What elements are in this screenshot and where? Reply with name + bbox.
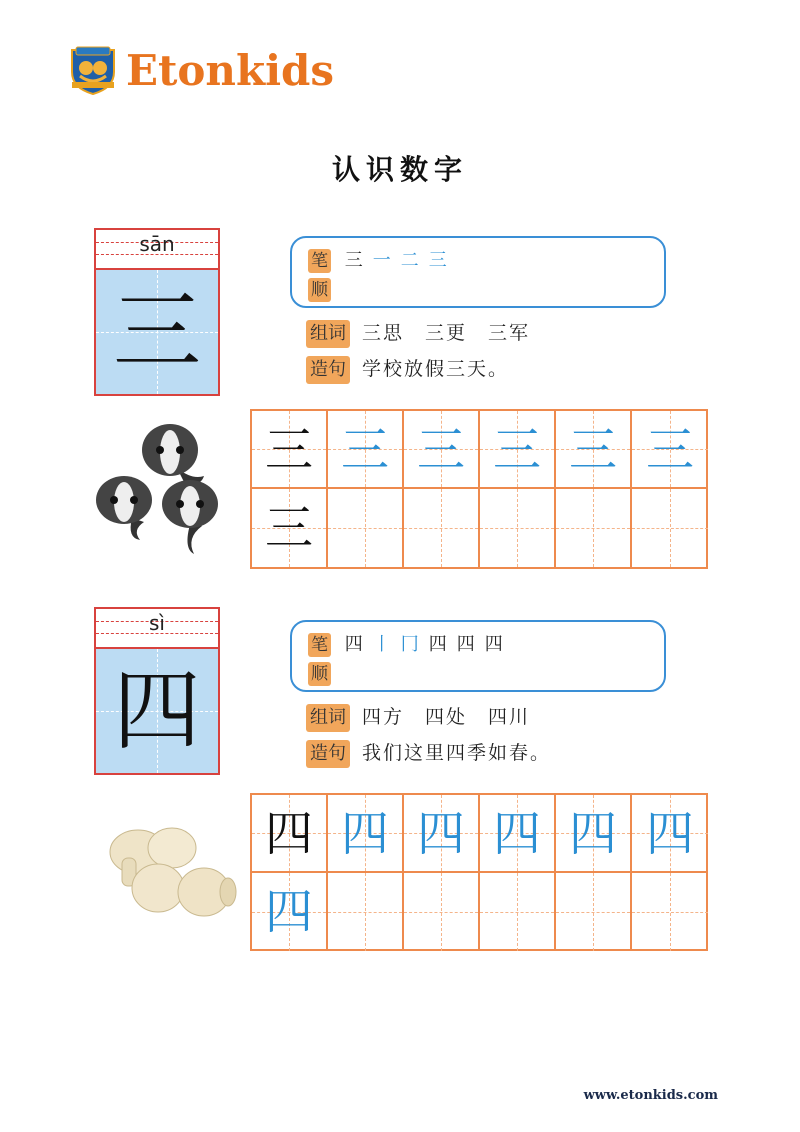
sentence-row: 造句 我们这里四季如春。 bbox=[306, 738, 551, 768]
stroke-steps: 四 丨 冂 四 四 四 bbox=[344, 634, 503, 655]
practice-cell[interactable]: 三 bbox=[252, 489, 328, 567]
words-row: 组词 三思 三更 三军 bbox=[306, 318, 530, 348]
pinyin-lines bbox=[96, 230, 218, 270]
etonkids-logo bbox=[66, 42, 335, 102]
brand-name: Etonkids bbox=[126, 46, 335, 95]
character-card-san bbox=[94, 228, 220, 396]
practice-cell[interactable]: 三 bbox=[480, 411, 556, 489]
practice-cell[interactable] bbox=[404, 489, 480, 567]
practice-grid-san bbox=[250, 409, 708, 569]
sentence-row: 造句 学校放假三天。 bbox=[306, 354, 509, 384]
stroke-label-bottom: 顺 bbox=[308, 278, 331, 302]
pinyin-lines bbox=[96, 609, 218, 649]
practice-cell[interactable]: 四 bbox=[252, 873, 328, 951]
words-row: 组词 四方 四处 四川 bbox=[306, 702, 530, 732]
page-title: 认识数字 bbox=[331, 153, 468, 186]
practice-cell[interactable]: 四 bbox=[556, 795, 632, 873]
website-link[interactable]: www.etonkids.com bbox=[583, 1088, 718, 1103]
practice-cell[interactable]: 四 bbox=[328, 795, 404, 873]
main-character: 三 bbox=[112, 280, 201, 383]
words-text: 三思 三更 三军 bbox=[362, 322, 531, 344]
practice-cell[interactable]: 四 bbox=[480, 795, 556, 873]
stroke-label-top: 笔 bbox=[308, 633, 331, 657]
practice-cell[interactable] bbox=[632, 489, 708, 567]
practice-cell[interactable] bbox=[480, 489, 556, 567]
stroke-order-box bbox=[290, 236, 666, 308]
practice-grid-si bbox=[250, 793, 708, 951]
sentence-text: 我们这里四季如春。 bbox=[362, 742, 552, 764]
practice-cell[interactable] bbox=[556, 873, 632, 951]
character-card-si bbox=[94, 607, 220, 775]
practice-cell[interactable] bbox=[556, 489, 632, 567]
practice-cell[interactable] bbox=[328, 873, 404, 951]
stroke-steps: 三 一 二 三 bbox=[344, 250, 447, 271]
practice-cell[interactable]: 三 bbox=[556, 411, 632, 489]
pinyin: sì bbox=[149, 611, 165, 635]
practice-cell[interactable]: 四 bbox=[404, 795, 480, 873]
tadpoles-illustration bbox=[92, 418, 232, 568]
practice-cell[interactable]: 三 bbox=[252, 411, 328, 489]
pinyin: sān bbox=[139, 232, 175, 256]
practice-cell[interactable]: 四 bbox=[252, 795, 328, 873]
practice-cell[interactable] bbox=[328, 489, 404, 567]
mushrooms-illustration bbox=[100, 822, 240, 922]
practice-cell[interactable] bbox=[480, 873, 556, 951]
practice-cell[interactable]: 三 bbox=[404, 411, 480, 489]
practice-cell[interactable]: 四 bbox=[632, 795, 708, 873]
sentence-text: 学校放假三天。 bbox=[362, 358, 510, 380]
crest-icon bbox=[66, 42, 120, 96]
stroke-order-box bbox=[290, 620, 666, 692]
stroke-label-top: 笔 bbox=[308, 249, 331, 273]
main-character: 四 bbox=[112, 659, 201, 762]
practice-cell[interactable]: 三 bbox=[328, 411, 404, 489]
words-text: 四方 四处 四川 bbox=[362, 706, 531, 728]
stroke-label-bottom: 顺 bbox=[308, 662, 331, 686]
practice-cell[interactable]: 三 bbox=[632, 411, 708, 489]
practice-cell[interactable] bbox=[404, 873, 480, 951]
practice-cell[interactable] bbox=[632, 873, 708, 951]
